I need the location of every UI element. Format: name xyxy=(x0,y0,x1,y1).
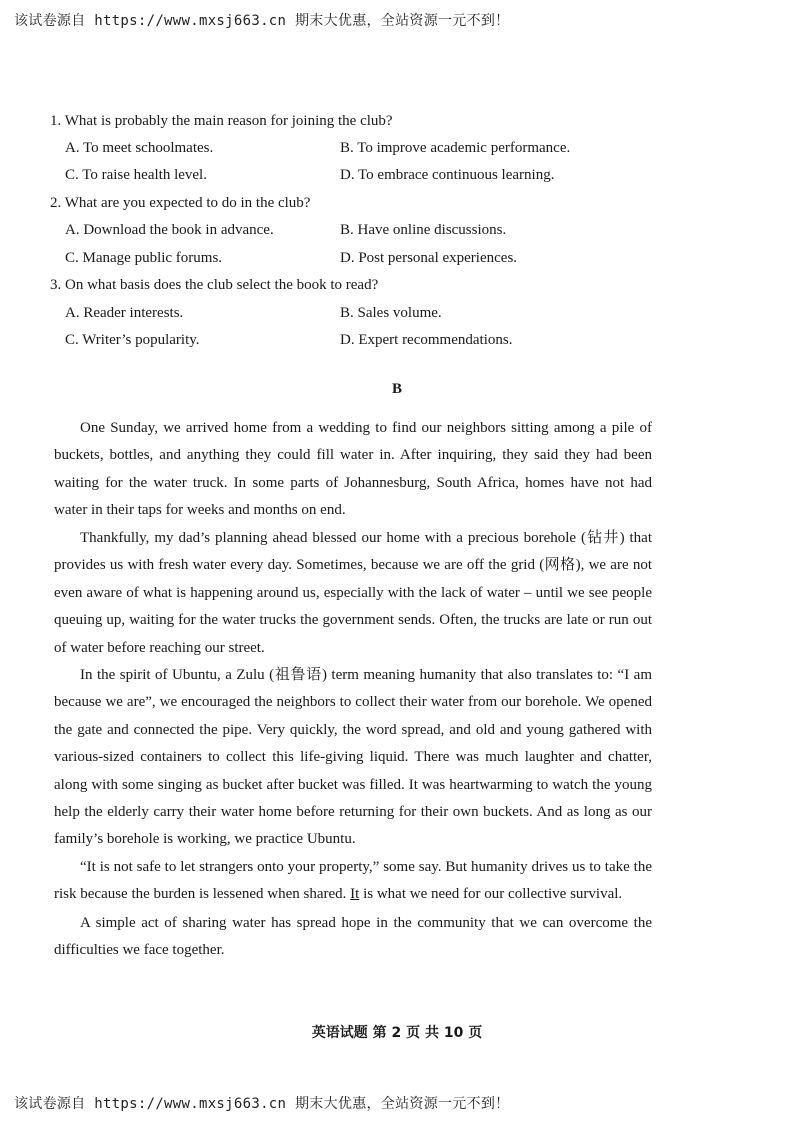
passage-paragraph-2: Thankfully, my dad’s planning ahead blessed our home with a precious borehole (钻井) that provides us with fresh water every day. Sometimes, because we are off the grid (网格), we are not even aware of what is happening around us, especially with the lack of water – until we see people queuing up, waiting for the water trucks the government sends. Often, the trucks are late or run out of water before reaching our street. xyxy=(54,530,652,656)
option-c: C. Manage public forums. xyxy=(65,250,223,266)
question-stem: 1. What is probably the main reason for joining the club? xyxy=(50,113,393,129)
source-banner-bottom: 该试卷源自 https://www.mxsj663.cn 期末大优惠，全站资源一元不到！ xyxy=(14,1096,510,1112)
source-banner-top: 该试卷源自 https://www.mxsj663.cn 期末大优惠，全站资源一元不到！ xyxy=(14,13,510,29)
page-footer: 英语试题 第 2 页 共 10 页 xyxy=(311,1025,483,1041)
underlined-word: It xyxy=(350,886,360,903)
passage-paragraph-3: In the spirit of Ubuntu, a Zulu (祖鲁语) term meaning humanity that also translates to: “I am because we are”, we encouraged the neighbors to collect their water from our borehole. We opened the gate and connected the pipe. Very quickly, the word spread, and old and young gathered with various-sized containers to collect this life-giving liquid. There was much laughter and chatter, along with some singing as bucket after bucket was filled. It was heartwarming to watch the young help the elderly carry their water home before returning for their own buckets. And as long as our family’s borehole is working, we practice Ubuntu. xyxy=(54,667,652,848)
option-a: A. Reader interests. xyxy=(65,305,184,321)
option-d: D. Post personal experiences. xyxy=(340,250,518,266)
passage-paragraph-4: “It is not safe to let strangers onto your property,” some say. But humanity drives us to take the risk because the burden is lessened when shared. It is what we need for our collective survival. xyxy=(54,859,652,903)
passage-paragraph-5: A simple act of sharing water has spread hope in the community that we can overcome the difficulties we face together. xyxy=(54,915,652,959)
question-stem: 3. On what basis does the club select the book to read? xyxy=(50,277,379,293)
option-c: C. To raise health level. xyxy=(65,167,207,183)
option-a: A. Download the book in advance. xyxy=(65,222,274,238)
option-b: B. To improve academic performance. xyxy=(340,140,571,156)
question-stem: 2. What are you expected to do in the club? xyxy=(50,195,311,211)
option-d: D. Expert recommendations. xyxy=(340,332,513,348)
option-b: B. Sales volume. xyxy=(340,305,442,321)
option-d: D. To embrace continuous learning. xyxy=(340,167,555,183)
section-title: B xyxy=(391,381,402,397)
option-c: C. Writer’s popularity. xyxy=(65,332,200,348)
option-a: A. To meet schoolmates. xyxy=(65,140,214,156)
option-b: B. Have online discussions. xyxy=(340,222,507,238)
passage-paragraph-1: One Sunday, we arrived home from a wedding to find our neighbors sitting among a pile of buckets, bottles, and anything they could fill water in. After inquiring, they said they had been waiting for the water truck. In some parts of Johannesburg, South Africa, homes have not had water in their taps for weeks and months on end. xyxy=(54,420,652,519)
